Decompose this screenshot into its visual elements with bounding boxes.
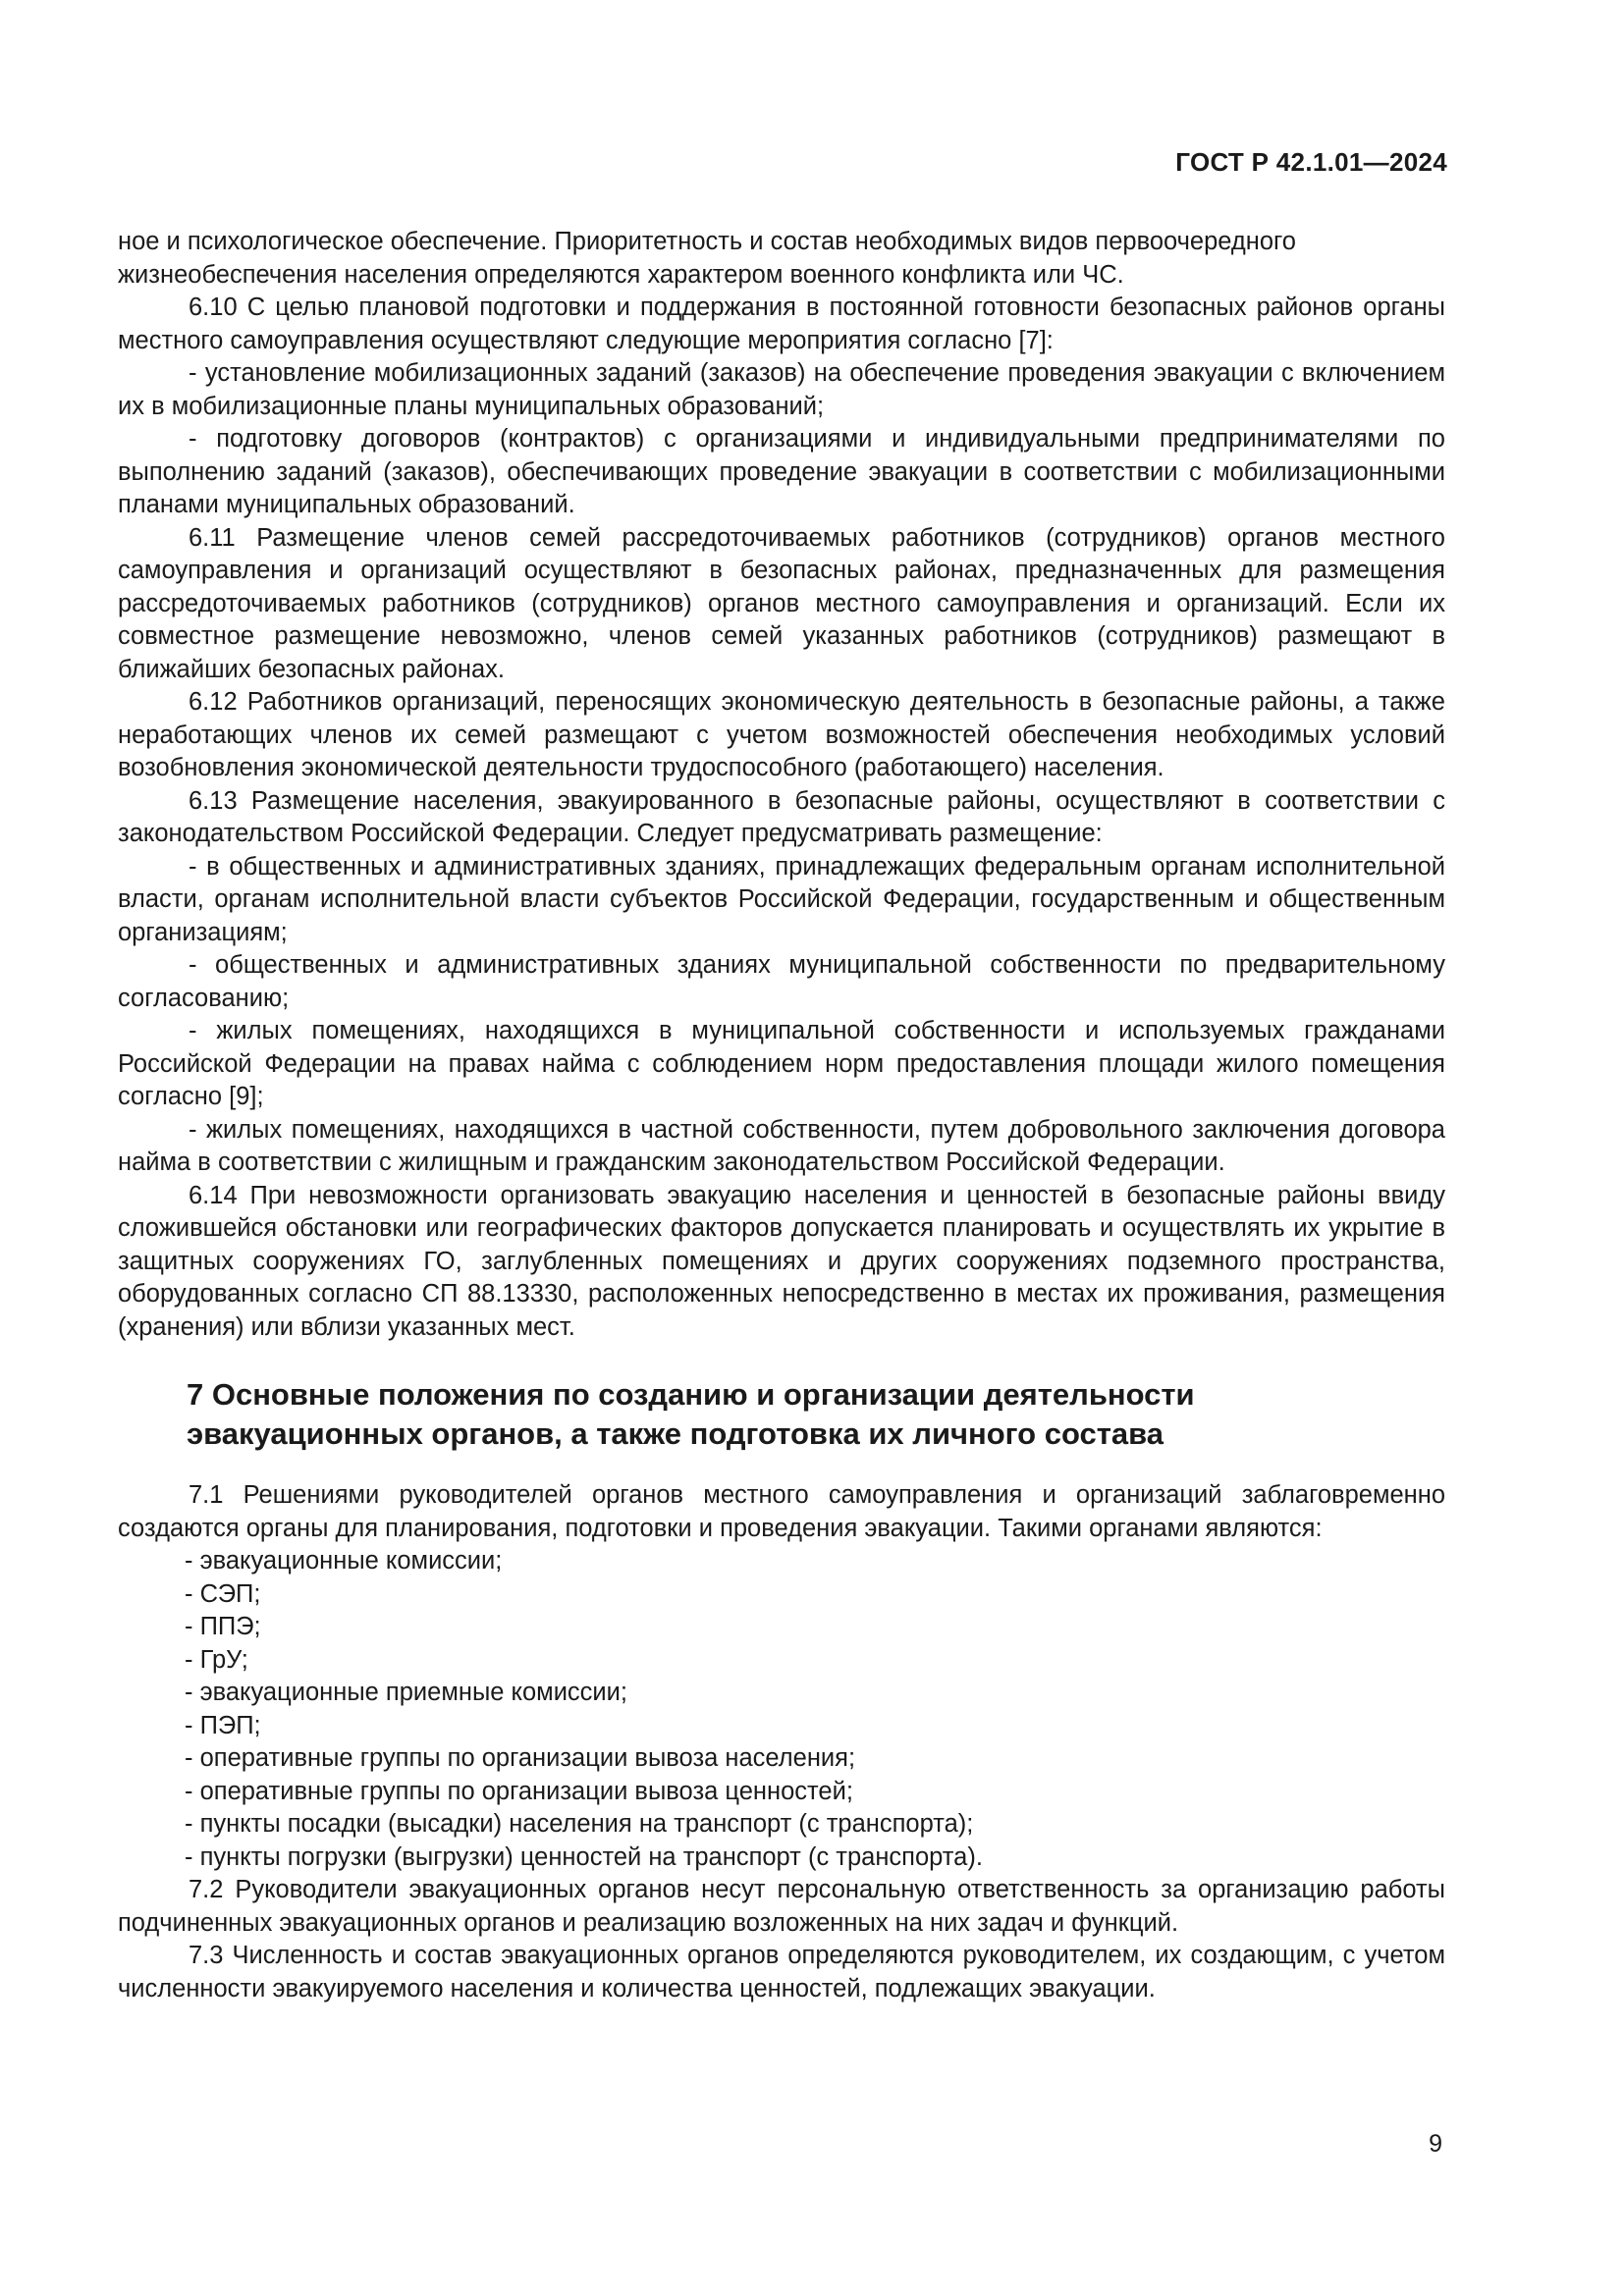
- list-item: - ГрУ;: [185, 1645, 248, 1674]
- paragraph-6-10: 6.10 С целью плановой подготовки и поддержания в постоянной готовности безопасных районов органы местного самоуправления осуществляют следующие мероприятия согласно [7]:: [118, 294, 1445, 354]
- paragraph-7-2: 7.2 Руководители эвакуационных органов несут персональную ответственность за организацию работы подчиненных эвакуационных органов и реализацию возложенных на них задач и функций.: [118, 1876, 1445, 1937]
- page-number: 9: [1429, 2130, 1442, 2158]
- list-item: - ППЭ;: [185, 1613, 261, 1640]
- list-item: - общественных и административных зданиях муниципальной собственности по предварительному согласованию;: [118, 951, 1445, 1012]
- list-item: - СЭП;: [185, 1579, 261, 1608]
- paragraph-7-1: 7.1 Решениями руководителей органов местного самоуправления и организаций заблаговременно создаются органы для планирования, подготовки и проведения эвакуации. Такими органами являются:: [118, 1481, 1445, 1542]
- paragraph-7-3: 7.3 Численность и состав эвакуационных органов определяются руководителем, их создающим, с учетом численности эвакуируемого населения и количества ценностей, подлежащих эвакуации.: [118, 1942, 1445, 2002]
- list-item: - подготовку договоров (контрактов) с организациями и индивидуальными предпринимателями по выполнению заданий (заказов), обеспечивающих проведение эвакуации в соответствии с мобилизационными планами муниципальных образований.: [118, 425, 1445, 518]
- section-7-heading: [118, 1375, 1445, 1454]
- list-item: - жилых помещениях, находящихся в частной собственности, путем добровольного заключения договора найма в соответствии с жилищным и гражданским законодательством Российской Федерации.: [118, 1115, 1445, 1176]
- list-item: - оперативные группы по организации вывоза населения;: [185, 1744, 856, 1772]
- paragraph-6-11: 6.11 Размещение членов семей рассредоточиваемых работников (сотрудников) органов местного самоуправления и организаций осуществляют в безопасных районах, предназначенных для размещения рассредоточиваемых работников (сотрудников) органов местного самоуправления и организаций. Если их совместное размещение невозможно, членов семей указанных работников (сотрудников) размещают в ближайших безопасных районах.: [118, 523, 1445, 683]
- paragraph-6-12: 6.12 Работников организаций, переносящих экономическую деятельность в безопасные районы, а также неработающих членов их семей размещают с учетом возможностей обеспечения необходимых условий возобновления экономической деятельности трудоспособного (работающего) населения.: [118, 688, 1445, 781]
- list-item: - эвакуационные приемные комиссии;: [185, 1679, 628, 1706]
- list-item: - в общественных и административных зданиях, принадлежащих федеральным органам исполнительной власти, органам исполнительной власти субъектов Российской Федерации, государственным и общественным организациям;: [118, 852, 1445, 946]
- document-body: [118, 226, 1445, 2005]
- section-7-heading-line-2: эвакуационных органов, а также подготовка их личного состава: [187, 1416, 1164, 1451]
- paragraph-6-13: 6.13 Размещение населения, эвакуированного в безопасные районы, осуществляют в соответствии с законодательством Российской Федерации. Следует предусматривать размещение:: [118, 786, 1445, 847]
- list-item: - пункты посадки (высадки) населения на транспорт (с транспорта);: [185, 1810, 974, 1838]
- list-item: - оперативные группы по организации вывоза ценностей;: [185, 1777, 853, 1805]
- paragraph-6-14: 6.14 При невозможности организовать эвакуацию населения и ценностей в безопасные районы ввиду сложившейся обстановки или географических факторов допускается планировать и осуществлять их укрытие в защитных сооружениях ГО, заглубленных помещениях и других сооружениях подземного пространства, оборудованных согласно СП 88.13330, расположенных непосредственно в местах их проживания, размещения (хранения) или вблизи указанных мест.: [118, 1181, 1445, 1341]
- list-item: - пункты погрузки (выгрузки) ценностей на транспорт (с транспорта).: [185, 1842, 983, 1871]
- list-item: - жилых помещениях, находящихся в муниципальной собственности и используемых гражданами Российской Федерации на правах найма с соблюдением норм предоставления площади жилого помещения согласно [9];: [118, 1017, 1445, 1110]
- list-item: - ПЭП;: [185, 1711, 261, 1739]
- list-item: - эвакуационные комиссии;: [185, 1547, 503, 1575]
- document-header-id: ГОСТ Р 42.1.01—2024: [1175, 147, 1447, 177]
- section-7-heading-line-1: 7 Основные положения по созданию и организации деятельности: [187, 1377, 1195, 1412]
- paragraph-continuation: ное и психологическое обеспечение. Приоритетность и состав необходимых видов первоочередного жизнеобеспечения населения определяются характером военного конфликта или ЧС.: [118, 228, 1296, 289]
- list-item: - установление мобилизационных заданий (заказов) на обеспечение проведения эвакуации с включением их в мобилизационные планы муниципальных образований;: [118, 359, 1445, 420]
